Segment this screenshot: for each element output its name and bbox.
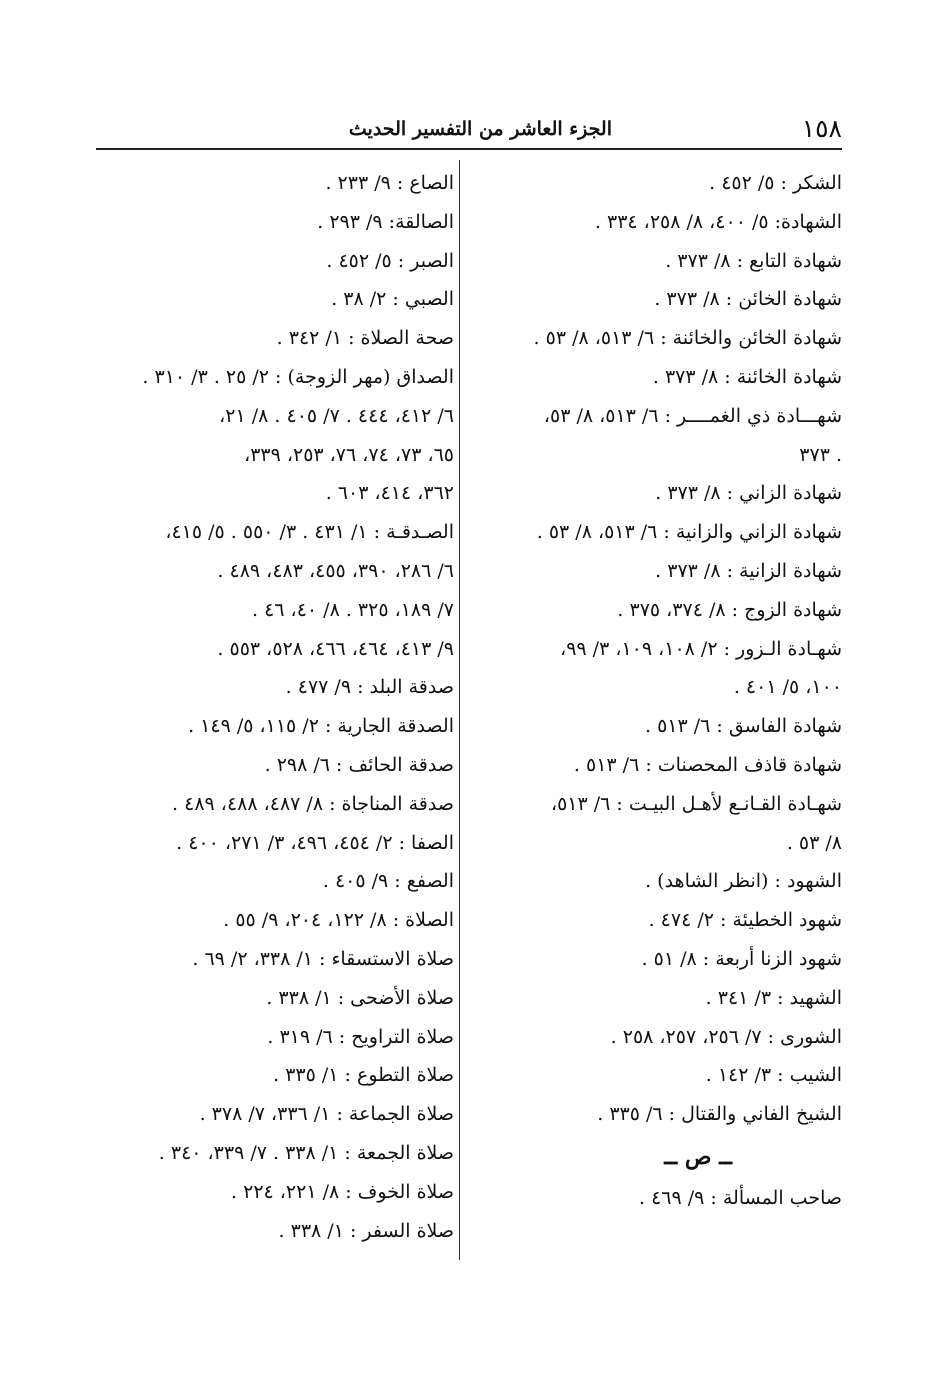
index-entry: شهود الزنا أربعة : ٨/ ٥١ . <box>641 947 842 970</box>
left-column <box>96 164 454 1250</box>
index-entry: صلاة الخوف : ٨/ ٢٢١، ٢٢٤ . <box>231 1180 454 1203</box>
index-entry: شهادة الزانية : ٨/ ٣٧٣ . <box>655 559 842 582</box>
index-entry: صلاة الجماعة : ١/ ٣٣٦، ٧/ ٣٧٨ . <box>199 1103 454 1126</box>
left-column-entries <box>96 164 454 1250</box>
index-entry: الصلاة : ٨/ ١٢٢، ٢٠٤، ٩/ ٥٥ . <box>223 909 454 932</box>
index-entry: الشهادة: ٥/ ٤٠٠، ٨/ ٢٥٨، ٣٣٤ . <box>594 210 842 233</box>
index-entry: شهادة الزاني : ٨/ ٣٧٣ . <box>655 482 842 505</box>
index-entry: شهادة الزاني والزانية : ٦/ ٥١٣، ٨/ ٥٣ . <box>536 521 842 544</box>
index-entry: الشهود : (انظر الشاهد) . <box>645 870 842 893</box>
index-entry: الشورى : ٧/ ٢٥٦، ٢٥٧، ٢٥٨ . <box>610 1025 842 1048</box>
index-entry: صلاة التطوع : ١/ ٣٣٥ . <box>273 1064 454 1087</box>
index-entry: صحة الصلاة : ١/ ٣٤٢ . <box>276 327 454 350</box>
index-entry: ٧/ ١٨٩، ٣٢٥ . ٨/ ٤٠، ٤٦ . <box>252 598 454 621</box>
index-entry: الشكر : ٥/ ٤٥٢ . <box>709 172 842 194</box>
index-entry: صاحب المسألة : ٩/ ٤٦٩ . <box>638 1186 842 1209</box>
page-header <box>96 112 842 150</box>
index-entry: الصدقة الجارية : ٢/ ١١٥، ٥/ ١٤٩ . <box>188 715 454 738</box>
index-entry: ٣٦٢، ٤١٤، ٦٠٣ . <box>325 482 454 505</box>
index-entry: شهادة الخائنة : ٨/ ٣٧٣ . <box>652 365 842 388</box>
header-rule <box>96 148 842 150</box>
letter-heading: ــ ص ــ <box>664 1143 732 1170</box>
index-entry: الصبر : ٥/ ٤٥٢ . <box>326 249 454 272</box>
index-entry: شهادة الخائن : ٨/ ٣٧٣ . <box>654 288 842 311</box>
index-entry: ١٠٠، ٥/ ٤٠١ . <box>733 676 842 699</box>
index-entry: الشهيد : ٣/ ٣٤١ . <box>705 986 842 1009</box>
index-entry: صلاة الجمعة : ١/ ٣٣٨ . ٧/ ٣٣٩، ٣٤٠ . <box>158 1141 454 1164</box>
column-divider <box>459 160 460 1260</box>
index-entry: شهادة الفاسق : ٦/ ٥١٣ . <box>644 715 842 738</box>
index-entry: الصفا : ٢/ ٤٥٤، ٤٩٦، ٣/ ٢٧١، ٤٠٠ . <box>176 831 454 854</box>
index-entry: صلاة الاستسقاء : ١/ ٣٣٨، ٢/ ٦٩ . <box>192 947 454 970</box>
index-entry: ٦٥، ٧٣، ٧٤، ٧٦، ٢٥٣، ٣٣٩، <box>244 443 454 466</box>
index-entry: صدقة البلد : ٩/ ٤٧٧ . <box>285 676 454 699</box>
index-entry: الصالقة: ٩/ ٢٩٣ . <box>317 210 454 233</box>
index-entry: الشيخ الفاني والقتال : ٦/ ٣٣٥ . <box>597 1103 842 1126</box>
index-entry: صلاة السفر : ١/ ٣٣٨ . <box>278 1219 454 1242</box>
index-entry: الصبي : ٢/ ٣٨ . <box>331 288 454 311</box>
index-entry: شهادة التابع : ٨/ ٣٧٣ . <box>665 249 842 272</box>
index-entry: ٦/ ٤١٢، ٤٤٤ . ٧/ ٤٠٥ . ٨/ ٢١، <box>219 404 454 427</box>
index-entry: شهادة الزوج : ٨/ ٣٧٤، ٣٧٥ . <box>617 598 842 621</box>
running-title: الجزء العاشر من التفسير الحديث <box>348 118 612 140</box>
index-entry: شهـادة الـزور : ٢/ ١٠٨، ١٠٩، ٣/ ٩٩، <box>560 637 842 660</box>
index-entry: الصداق (مهر الزوجة) : ٢/ ٢٥ . ٣/ ٣١٠ . <box>142 365 454 388</box>
index-entry: شهادة قاذف المحصنات : ٦/ ٥١٣ . <box>573 753 842 776</box>
index-entry: الصفع : ٩/ ٤٠٥ . <box>322 870 454 893</box>
index-entry: . ٣٧٣ <box>799 443 842 466</box>
right-column-entries <box>472 164 842 1134</box>
index-entry: صدقة الحائف : ٦/ ٢٩٨ . <box>264 753 454 776</box>
right-column-entries-after-heading <box>472 1179 842 1218</box>
index-entry: صلاة التراويح : ٦/ ٣١٩ . <box>267 1025 454 1048</box>
page-number: ١٥٨ <box>801 114 842 143</box>
index-entry: ٦/ ٢٨٦، ٣٩٠، ٤٥٥، ٤٨٣، ٤٨٩ . <box>217 559 454 582</box>
index-entry: شهادة الخائن والخائنة : ٦/ ٥١٣، ٨/ ٥٣ . <box>533 327 842 350</box>
index-entry: شهود الخطيئة : ٢/ ٤٧٤ . <box>648 909 842 932</box>
index-entry: صلاة الأضحى : ١/ ٣٣٨ . <box>266 986 454 1009</box>
index-entry: الصاع : ٩/ ٢٣٣ . <box>325 172 454 194</box>
index-entry: الصـدقـة : ١/ ٤٣١ . ٣/ ٥٥٠ . ٥/ ٤١٥، <box>165 521 454 544</box>
index-entry: ٩/ ٤١٣، ٤٦٤، ٤٦٦، ٥٢٨، ٥٥٣ . <box>217 637 454 660</box>
index-entry: الشيب : ٣/ ١٤٢ . <box>705 1064 842 1087</box>
index-entry: شهـــادة ذي الغمــــر : ٦/ ٥١٣، ٨/ ٥٣، <box>543 404 842 427</box>
index-entry: شهـادة القـانـع لأهـل البيـت : ٦/ ٥١٣، <box>550 792 842 815</box>
index-entry: ٨/ ٥٣ . <box>786 831 842 854</box>
right-column <box>472 164 842 1218</box>
index-entry: صدقة المناجاة : ٨/ ٤٨٧، ٤٨٨، ٤٨٩ . <box>172 792 454 815</box>
